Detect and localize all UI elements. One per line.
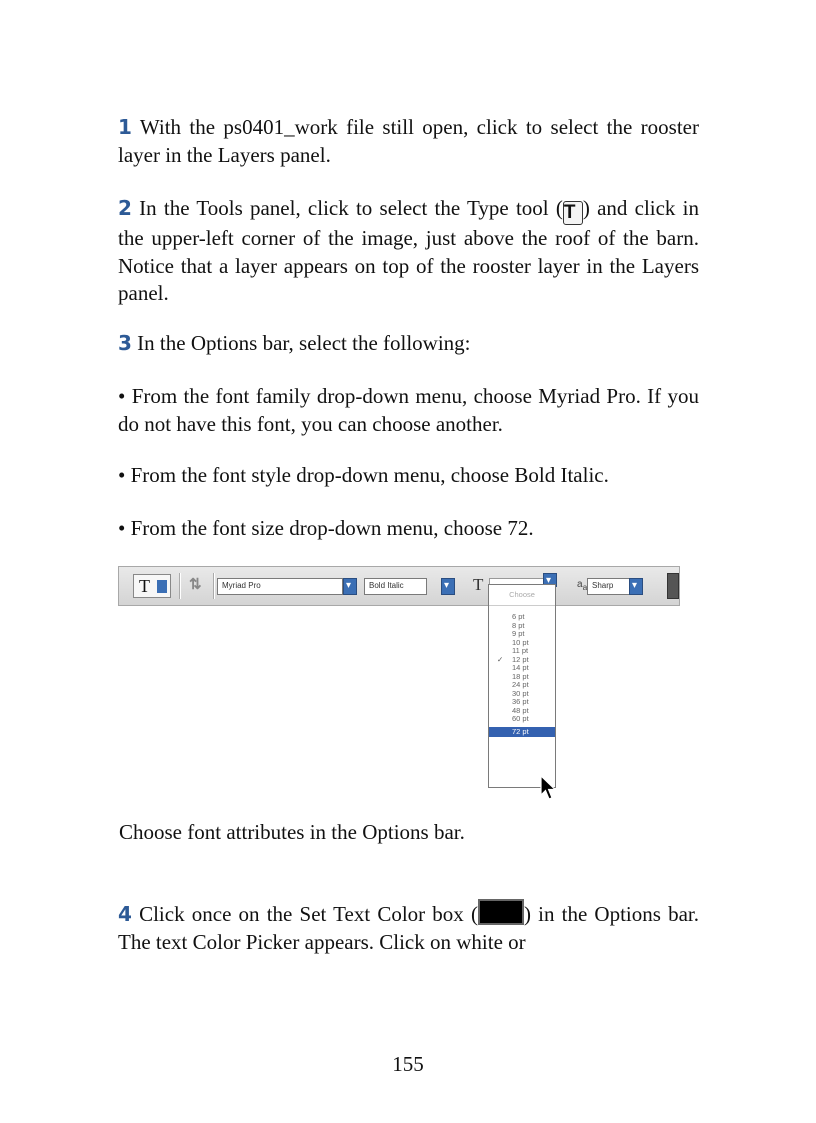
font-style-field[interactable]: Bold Italic xyxy=(364,578,427,595)
size-option[interactable]: 11 pt xyxy=(512,646,529,655)
font-size-dropdown-list xyxy=(488,584,556,788)
anti-alias-a: a xyxy=(577,579,583,590)
bullet-font-size: • From the font size drop-down menu, choose 72. xyxy=(118,516,534,540)
size-option-selected[interactable]: 72 pt xyxy=(489,727,555,737)
separator xyxy=(213,573,215,599)
size-option[interactable]: 8 pt xyxy=(512,620,525,630)
step-2-text-before: In the Tools panel, click to select the Type tool ( xyxy=(139,196,563,220)
mouse-cursor-icon xyxy=(540,775,558,801)
text-color-swatch-icon xyxy=(478,899,524,925)
size-option[interactable]: 6 pt xyxy=(512,612,525,621)
font-style-dropdown-icon[interactable] xyxy=(441,578,455,595)
step-1 xyxy=(118,114,699,169)
type-tool-icon: T xyxy=(563,201,583,225)
bullet-font-style: • From the font style drop-down menu, choose Bold Italic. xyxy=(118,463,609,487)
step-4-text-after: ) in the Options bar. The text Color Picker appears. Click on white or xyxy=(118,902,700,954)
anti-alias-sub-a: a xyxy=(582,582,588,592)
size-option[interactable]: 9 pt xyxy=(512,629,525,638)
options-bar-screenshot xyxy=(118,566,680,606)
size-option[interactable]: 24 pt xyxy=(512,680,529,689)
font-family-field[interactable]: Myriad Pro xyxy=(217,578,343,595)
step-2-text-after: ) and click in the upper-left corner of the image, just above the roof of the barn. Notice that a layer appears on top of the rooster layer in the Layers panel. xyxy=(118,196,699,305)
step-4-number: 4 xyxy=(118,902,132,926)
step-4 xyxy=(118,899,699,956)
font-size-icon: T xyxy=(473,575,484,594)
step-1-number: 1 xyxy=(118,115,132,139)
font-family-dropdown-icon[interactable] xyxy=(343,578,357,595)
align-left-icon[interactable] xyxy=(667,573,679,599)
size-option-current-label: 12 pt xyxy=(512,654,529,664)
size-option[interactable]: 30 pt xyxy=(512,688,529,698)
size-list-header: Choose xyxy=(489,585,555,606)
type-tool-icon: T xyxy=(139,576,150,596)
page-number: 155 xyxy=(392,1052,424,1076)
size-option[interactable]: 48 pt xyxy=(512,705,529,715)
bullet-font-family: • From the font family drop-down menu, choose Myriad Pro. If you do not have this font, you can choose another. xyxy=(118,384,699,436)
preset-dropdown-arrow-icon xyxy=(157,580,167,593)
step-3-text: In the Options bar, select the following: xyxy=(137,331,471,355)
separator xyxy=(179,573,181,599)
step-3 xyxy=(118,330,699,358)
text-orientation-icon[interactable]: ⇅ xyxy=(189,576,202,593)
anti-alias-field[interactable]: Sharp xyxy=(587,578,635,595)
step-1-text: With the ps0401_work file still open, click to select the rooster layer in the Layers panel. xyxy=(118,115,699,167)
figure-caption: Choose font attributes in the Options bar. xyxy=(119,820,465,844)
tool-preset-picker[interactable] xyxy=(133,574,171,598)
size-option[interactable]: 10 pt xyxy=(512,637,529,647)
step-2-number: 2 xyxy=(118,196,132,220)
anti-alias-icon xyxy=(577,579,587,592)
size-option[interactable]: 18 pt xyxy=(512,671,529,681)
size-option[interactable]: 36 pt xyxy=(512,697,529,706)
size-option[interactable]: 60 pt xyxy=(512,714,529,723)
step-4-text-before: Click once on the Set Text Color box ( xyxy=(139,902,478,926)
step-2 xyxy=(118,195,699,308)
anti-alias-dropdown-icon[interactable] xyxy=(629,578,643,595)
checkmark-icon: ✓ xyxy=(497,654,504,664)
size-option[interactable]: 14 pt xyxy=(512,663,529,672)
step-3-number: 3 xyxy=(118,331,132,355)
